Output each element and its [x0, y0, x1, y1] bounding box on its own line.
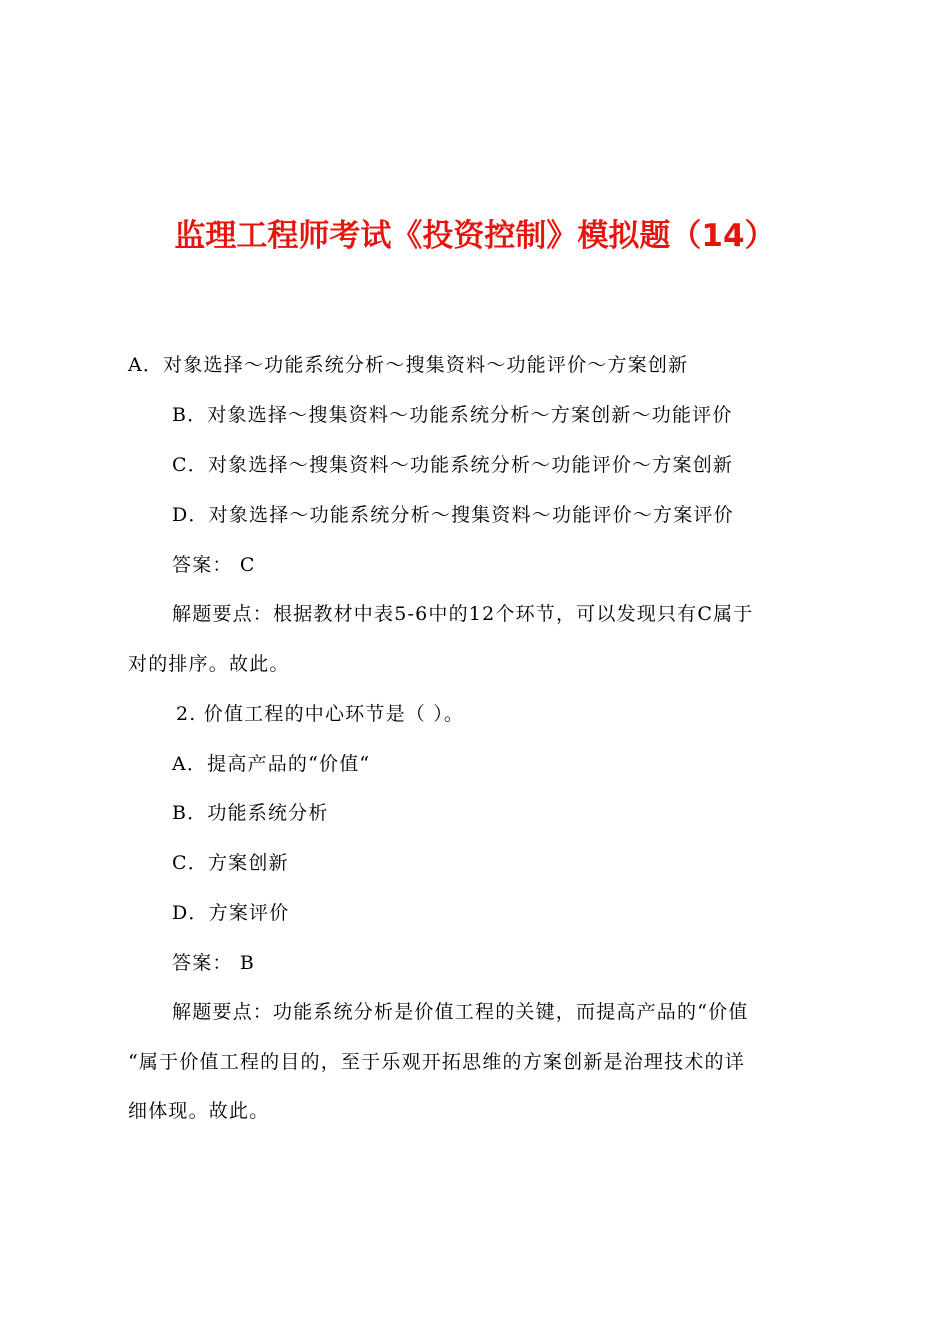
q2-explanation-line3: 细体现。故此。 — [128, 1100, 270, 1122]
q1-explanation-line2: 对的排序。故此。 — [128, 653, 290, 675]
q2-stem: 2. 价值工程的中心环节是（ ）。 — [176, 703, 465, 725]
q1-option-d: D．对象选择～功能系统分析～搜集资料～功能评价～方案评价 — [172, 504, 734, 526]
document-title: 监理工程师考试《投资控制》模拟题（14） — [174, 218, 776, 254]
q2-option-c: C．方案创新 — [172, 852, 289, 874]
q2-explanation-line1: 解题要点：功能系统分析是价值工程的关键，而提高产品的“价值 — [172, 1001, 749, 1023]
q2-option-a: A．提高产品的“价值“ — [172, 753, 371, 775]
q1-option-b: B．对象选择～搜集资料～功能系统分析～方案创新～功能评价 — [172, 404, 733, 426]
q1-option-c: C．对象选择～搜集资料～功能系统分析～功能评价～方案创新 — [172, 454, 734, 476]
q2-option-b: B．功能系统分析 — [172, 802, 329, 824]
q2-answer: 答案： B — [172, 952, 256, 974]
q2-explanation-line2: “属于价值工程的目的，至于乐观开拓思维的方案创新是治理技术的详 — [128, 1051, 745, 1073]
q1-explanation-line1: 解题要点：根据教材中表5-6中的12个环节，可以发现只有C属于 — [172, 603, 754, 625]
q2-option-d: D．方案评价 — [172, 902, 290, 924]
q1-answer: 答案： C — [172, 554, 256, 576]
q1-option-a: A．对象选择～功能系统分析～搜集资料～功能评价～方案创新 — [128, 354, 689, 376]
